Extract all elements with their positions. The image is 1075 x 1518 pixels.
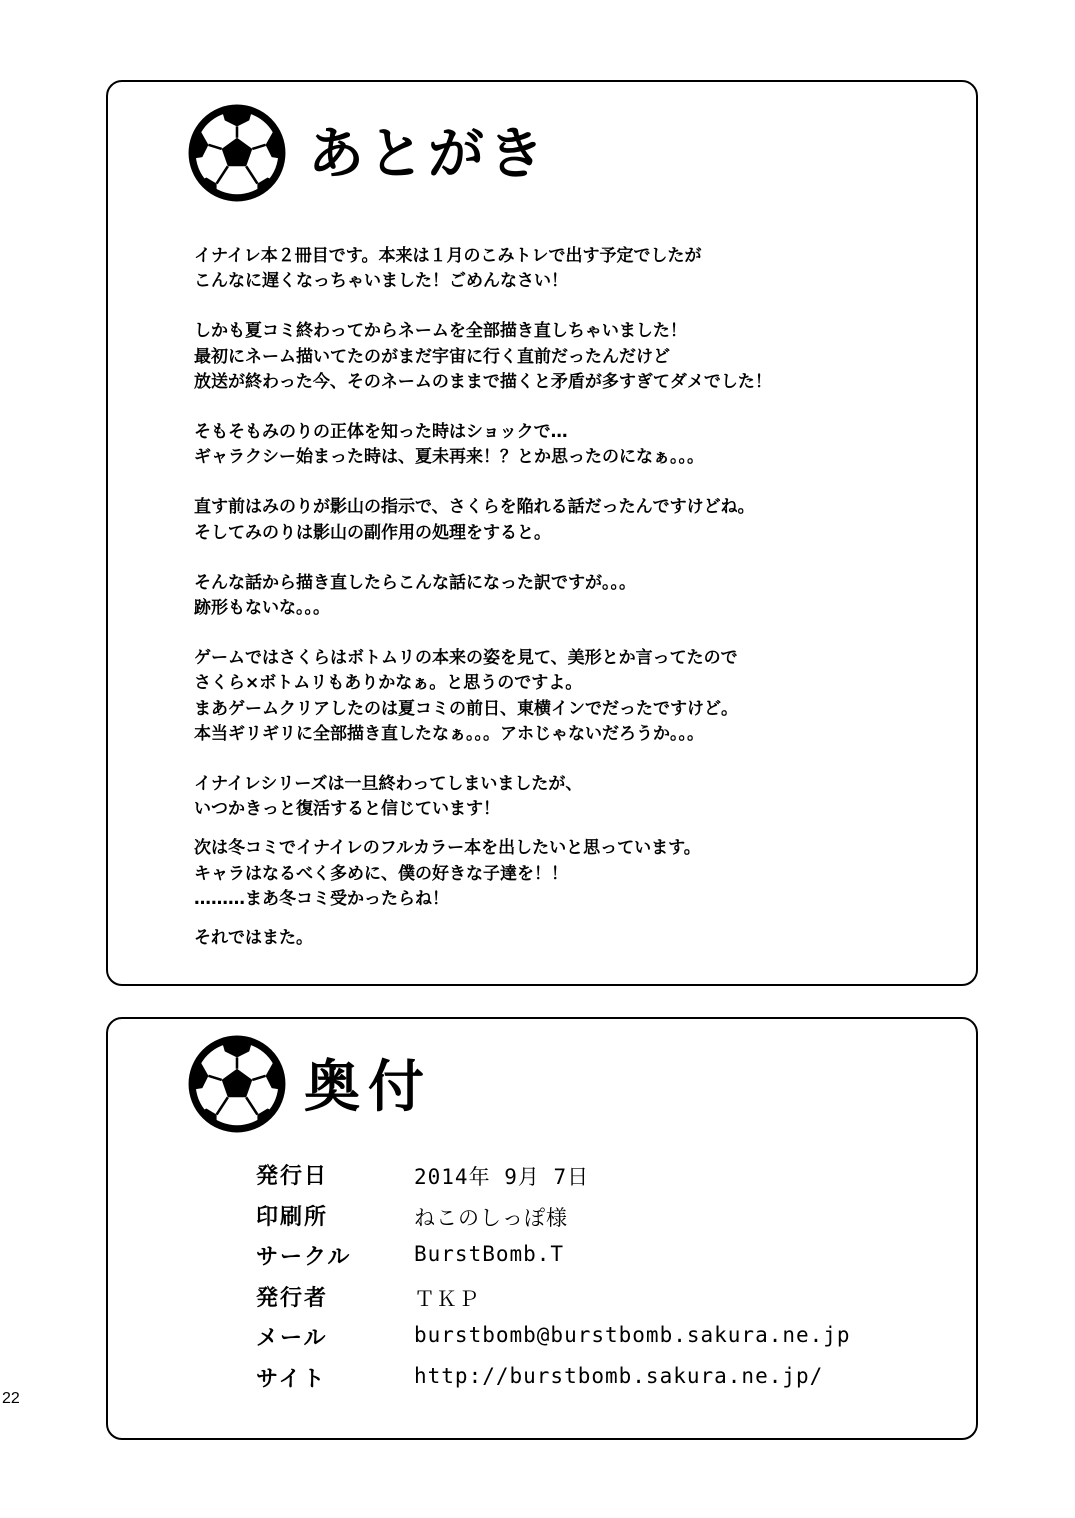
row-value: BurstBomb.T bbox=[414, 1242, 565, 1266]
afterword-paragraph: 直す前はみのりが影山の指示で、さくらを陥れる話だったんですけどね。 そしてみのりは影山の副作用の処理をすると。 bbox=[194, 497, 755, 543]
site-link[interactable]: http://burstbomb.sakura.ne.jp/ bbox=[414, 1363, 824, 1388]
afterword-paragraph: 次は冬コミでイナイレのフルカラー本を出したいと思っています。 キャラはなるべく多めに、僕の好きな子達を！！ ………まあ冬コミ受かったらね！ bbox=[194, 838, 701, 909]
email-link[interactable]: burstbomb@burstbomb.sakura.ne.jp bbox=[414, 1323, 851, 1347]
row-label: メール bbox=[256, 1326, 328, 1351]
row-label: サークル bbox=[256, 1245, 352, 1270]
row-label: 発行者 bbox=[256, 1285, 329, 1311]
row-value: 2014年 9月 7日 bbox=[414, 1165, 590, 1189]
afterword-paragraph: それではまた。 bbox=[194, 928, 313, 949]
row-label: サイト bbox=[256, 1366, 327, 1392]
row-value: ＴＫＰ bbox=[414, 1286, 480, 1311]
afterword-title: あとがき bbox=[308, 121, 548, 187]
afterword-paragraph: イナイレシリーズは一旦終わってしまいましたが、 いつかきっと復活すると信じています！ bbox=[194, 774, 583, 820]
soccer-ball-icon bbox=[186, 102, 288, 204]
page-number: 22 bbox=[2, 1390, 20, 1407]
afterword-paragraph: ゲームではさくらはボトムリの本来の姿を見て、美形とか言ってたので さくら×ボトムリもありかなぁ。と思うのですよ。 まあゲームクリアしたのは夏コミの前日、東横インでだったですけど。 本当ギリギリに全部描き直したなぁ。。。アホじゃないだろうか。。。 bbox=[194, 648, 738, 744]
afterword-paragraph: しかも夏コミ終わってからネームを全部描き直しちゃいました！ 最初にネーム描いてたのがまだ宇宙に行く直前だったんだけど 放送が終わった今、そのネームのままで描くと矛盾が多すぎてダメでした！ bbox=[194, 321, 772, 392]
afterword-body bbox=[194, 244, 964, 951]
row-label: 印刷所 bbox=[256, 1204, 329, 1230]
afterword-section bbox=[106, 80, 978, 986]
afterword-paragraph: そもそもみのりの正体を知った時はショックで… ギャラクシー始まった時は、夏未再来！？とか思ったのになぁ。。。 bbox=[194, 422, 704, 468]
colophon-section bbox=[106, 1017, 978, 1440]
colophon-title: 奥付 bbox=[304, 1054, 432, 1120]
row-label: 発行日 bbox=[256, 1164, 329, 1189]
row-value: ねこのしっぽ様 bbox=[414, 1205, 568, 1230]
afterword-paragraph: イナイレ本２冊目です。本来は１月のこみトレで出す予定でしたが こんなに遅くなっちゃいました！ごめんなさい！ bbox=[194, 246, 702, 292]
afterword-paragraph: そんな話から描き直したらこんな話になった訳ですが。。。 跡形もないな。。。 bbox=[194, 572, 636, 619]
soccer-ball-icon bbox=[186, 1033, 288, 1135]
